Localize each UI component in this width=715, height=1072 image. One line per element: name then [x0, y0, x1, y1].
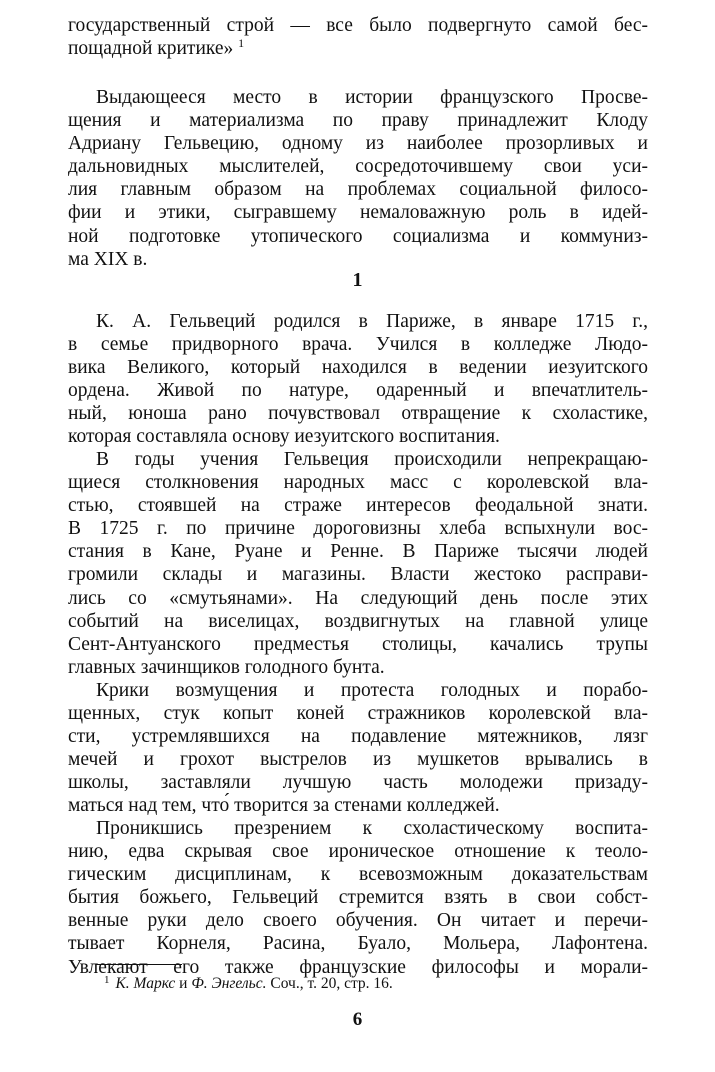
text-line: В 1725 г. по причине дороговизны хлеба вспыхнули вос- [68, 518, 648, 540]
text-line: главных зачинщиков голодного бунта. [68, 656, 385, 678]
text-line: Сент-Антуанского предместья столицы, качались трупы [68, 633, 648, 655]
footnote-author-marx: К. Маркс [115, 975, 176, 992]
text-line: ма XIX в. [68, 248, 148, 270]
footnote-author-engels: Ф. Энгельс. [191, 975, 267, 992]
text-line: щенных, стук копыт коней стражников королевской вла- [68, 703, 648, 725]
paragraph-helvetius-intro [68, 86, 648, 271]
paragraph-self-education [68, 817, 648, 979]
text-line: дальновидных мыслителей, сосредоточившему свои уси- [68, 156, 648, 178]
text-line: в семье придворного врача. Учился в колледже Людо- [68, 334, 648, 356]
paragraph-cries [68, 679, 648, 818]
text-line: маться над тем, что́ творится за стенами колледжей. [68, 795, 500, 817]
text-line: стания в Кане, Руане и Ренне. В Париже тысячи людей [68, 541, 648, 563]
footnote [104, 974, 393, 995]
text-line: бытия божьего, Гельвеций стремится взять в свои собст- [68, 887, 648, 909]
text-line: ордена. Живой по натуре, одаренный и впечатлитель- [68, 380, 648, 402]
text-line: щиеся столкновения народных масс с королевской вла- [68, 472, 648, 494]
text-line: пощадной критике» [68, 38, 234, 60]
text-line: которая составляла основу иезуитского воспитания. [68, 426, 500, 448]
text-line-with-footnote-ref [68, 37, 648, 60]
text-line: нию, едва скрывая свое ироническое отношение к теоло- [68, 841, 648, 863]
text-line: вика Великого, который находился в ведении иезуитского [68, 357, 648, 379]
paragraph-birth [68, 310, 648, 449]
page-number: 6 [352, 1009, 363, 1030]
text-line: громили склады и магазины. Власти жестоко расправи- [68, 564, 648, 586]
text-line: венные руки дело своего обучения. Он читает и перечи- [68, 910, 648, 932]
text-line: сти, устремлявшихся на подавление мятежников, лязг [68, 726, 648, 748]
text-line: Крики возмущения и протеста голодных и порабо- [96, 680, 648, 701]
text-line: гическим дисциплинам, к всевозможным доказательствам [68, 864, 648, 886]
text-line: Увлекают его также французские философы и морали- [68, 956, 648, 978]
text-line: тывает Корнеля, Расина, Буало, Мольера, Лафонтена. [68, 933, 648, 955]
text-line: Выдающееся место в истории французского Просве- [96, 87, 648, 108]
text-line: школы, заставляли лучшую часть молодежи призаду- [68, 772, 648, 794]
text-line: стью, стоявшей на страже интересов феодальной знати. [68, 495, 648, 517]
text-line: В годы учения Гельвеция происходили непрекращаю- [96, 449, 648, 470]
text-line: ной подготовке утопического социализма и коммуниз- [68, 225, 648, 247]
text-line: щения и материализма по праву принадлежит Клоду [68, 110, 648, 132]
text-line: лись со «смутьянами». На следующий день после этих [68, 587, 648, 609]
text-line: фии и этики, сыгравшему немаловажную роль в идей- [68, 202, 648, 224]
text-line: мечей и грохот выстрелов из мушкетов врывались в [68, 749, 648, 771]
text-line: лия главным образом на проблемах социальной филосо- [68, 179, 648, 201]
footnote-divider [96, 964, 182, 965]
footnote-reference: 1 [238, 36, 245, 51]
footnote-conjunction: и [175, 975, 192, 992]
footnote-mark: 1 [104, 974, 110, 986]
paragraph-uprisings [68, 448, 648, 679]
text-line: Адриану Гельвецию, одному из наиболее прозорливых и [68, 133, 648, 155]
text-line: событий на виселицах, воздвигнутых на главной улице [68, 610, 648, 632]
text-line: Проникшись презрением к схоластическому воспита- [96, 818, 648, 839]
text-line: К. А. Гельвеций родился в Париже, в январе 1715 г., [96, 311, 648, 332]
section-number: 1 [352, 269, 363, 291]
text-line: государственный строй — все было подвергнуто самой бес- [68, 15, 648, 36]
paragraph-continuation [68, 14, 648, 60]
footnote-source: Соч., т. 20, стр. 16. [266, 975, 393, 992]
text-line: ный, юноша рано почувствовал отвращение к схоластике, [68, 403, 648, 425]
